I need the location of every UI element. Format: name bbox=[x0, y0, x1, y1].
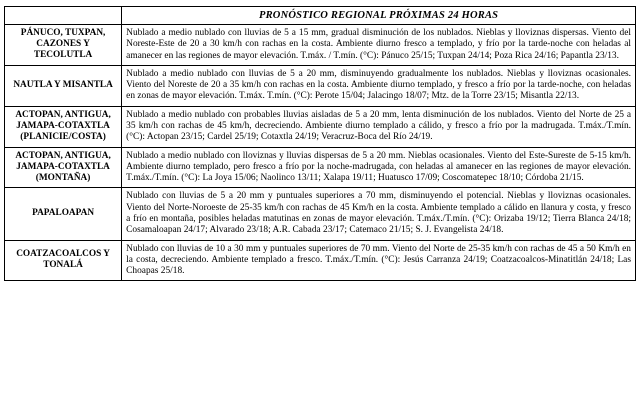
table-row bbox=[5, 25, 636, 66]
region-name: ACTOPAN, ANTIGUA, JAMAPA-COTAXTLA (PLANICIE/COSTA) bbox=[5, 106, 122, 147]
table-row bbox=[5, 65, 636, 106]
region-name: PAPALOAPAN bbox=[5, 188, 122, 240]
table-header-row bbox=[5, 7, 636, 25]
region-forecast-text: Nublado con lluvias de 10 a 30 mm y puntuales superiores de 70 mm. Viento del Norte de 25-35 km/h con rachas de 45 a 50 Km/h en la costa, decreciendo. Ambiente templado a fresco. T.máx./T.mín. (°C): Jesús Carranza 24/19; Coatzacoalcos-Minatitlán 24/18; Las Choapas 25/18. bbox=[122, 240, 636, 281]
region-forecast-text: Nublado a medio nublado con lluvias de 5 a 15 mm, gradual disminución de los nublados. Nieblas y lloviznas dispersas. Viento del Noreste-Este de 20 a 30 km/h con rachas en la costa. Ambiente diurno fresco a templado, y frío por la tarde-noche con heladas al amanecer en las regiones de mayor elevación. T.máx. / T.mín. (°C): Pánuco 25/15; Tuxpan 24/14; Poza Rica 24/16; Papantla 23/13. bbox=[122, 25, 636, 66]
table-row bbox=[5, 240, 636, 281]
region-name: NAUTLA Y MISANTLA bbox=[5, 65, 122, 106]
region-name: COATZACOALCOS Y TONALÁ bbox=[5, 240, 122, 281]
region-forecast-text: Nublado a medio nublado con lluvias de 5 a 20 mm, disminuyendo gradualmente los nublados. Nieblas y lloviznas ocasionales. Viento del Noreste de 20 a 35 km/h con rachas en la costa. Ambiente diurno templado, y fresco a frío por la tarde-noche, con heladas en zonas de mayor elevación. T.máx. T.mín. (°C): Perote 15/04; Jalacingo 18/07; Mtz. de la Torre 23/15; Misantla 22/13. bbox=[122, 65, 636, 106]
table-row bbox=[5, 147, 636, 188]
document-title: PRONÓSTICO REGIONAL PRÓXIMAS 24 HORAS bbox=[122, 7, 636, 25]
region-name: ACTOPAN, ANTIGUA, JAMAPA-COTAXTLA (MONTAÑA) bbox=[5, 147, 122, 188]
table-row bbox=[5, 106, 636, 147]
header-empty-cell bbox=[5, 7, 122, 25]
regional-forecast-table bbox=[4, 6, 636, 281]
table-row bbox=[5, 188, 636, 240]
region-name: PÁNUCO, TUXPAN, CAZONES Y TECOLUTLA bbox=[5, 25, 122, 66]
region-forecast-text: Nublado a medio nublado con lloviznas y lluvias dispersas de 5 a 20 mm. Nieblas ocasionales. Viento del Este-Sureste de 5-15 km/h. Ambiente diurno templado, pero fresco a frío por la noche-madrugada, con heladas al amanecer en las regiones de mayor elevación. T.máx./T.mín. (°C): La Joya 15/06; Naolinco 13/11; Xalapa 19/11; Huatusco 17/09; Coscomatepec 18/10; Córdoba 21/15. bbox=[122, 147, 636, 188]
region-forecast-text: Nublado con lluvias de 5 a 20 mm y puntuales superiores a 70 mm, disminuyendo el potencial. Nieblas y lloviznas ocasionales. Viento del Norte-Noroeste de 25-35 km/h con rachas de 45 Km/h en la costa. Ambiente templado a cálido en llanura y costa, y fresco a frío en montaña, posibles heladas matutinas en zonas de mayor elevación. T.máx./T.mín. (°C): Orizaba 19/12; Tierra Blanca 24/18; Cosamaloapan 24/17; Alvarado 23/18; A.R. Cabada 23/17; Catemaco 21/15; S. J. Evangelista 24/18. bbox=[122, 188, 636, 240]
region-forecast-text: Nublado a medio nublado con probables lluvias aisladas de 5 a 20 mm, lenta disminución de los nublados. Viento del Norte de 25 a 35 km/h con rachas de 45 km/h, decreciendo. Ambiente diurno templado a cálido, y fresco a frío por la madrugada. T.máx./T.mín. (°C): Actopan 23/15; Cardel 25/19; Cotaxtla 24/19; Veracruz-Boca del Río 24/19. bbox=[122, 106, 636, 147]
